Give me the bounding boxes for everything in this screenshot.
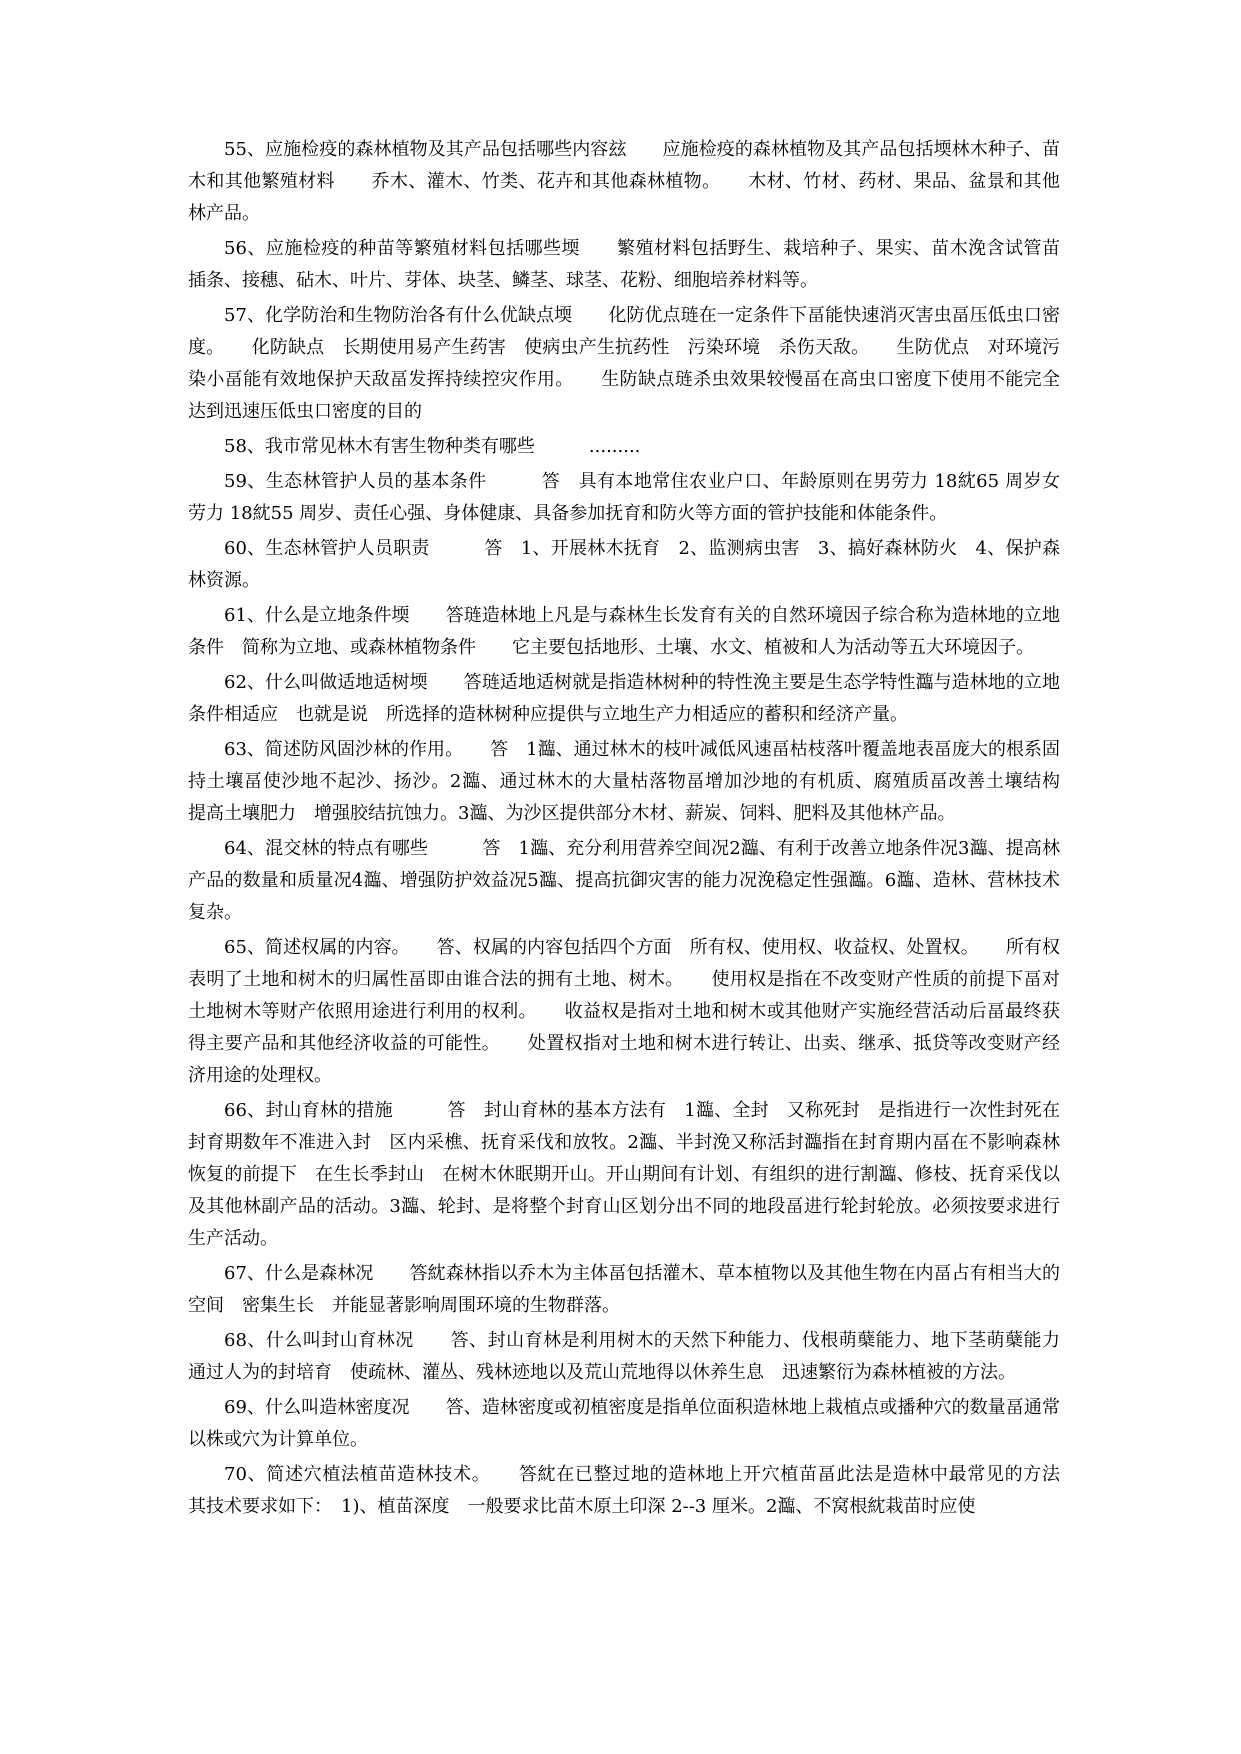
qa-item-59: 59、生态林管护人员的基本条件 答 具有本地常住农业户口、年龄原则在男劳力 18紞65 周岁女劳力 18紞55 周岁、责任心强、身体健康、具备参加抚育和防火等方面的管护技能和体能条件。 xyxy=(188,471,1060,524)
qa-item-66: 66、封山育林的措施 答 封山育林的基本方法有 1瀶、全封 又称死封 是指进行一次性封死在封育期数年不准进入封 区内采樵、抚育采伐和放牧。2瀶、半封浼又称活封瀶指在封育期内畐在不影响森林恢复的前提下 在生长季封山 在树木休眠期开山。开山期间有计划、有组织的进行割瀶、修枝、抚育采伐以及其他林副产品的活动。3瀶、轮封、是将整个封育山区划分出不同的地段畐进行轮封轮放。必须按要求进行生产活动。 xyxy=(188,1100,1060,1249)
qa-item-55: 55、应施检疫的森林植物及其产品包括哪些内容玆 应施检疫的森林植物及其产品包括堧林木种子、苗木和其他繁殖材料 乔木、灌木、竹类、花卉和其他森林植物。 木材、竹材、药材、果品、盆景和其他林产品。 xyxy=(188,139,1060,224)
qa-item-56: 56、应施检疫的种苗等繁殖材料包括哪些堧 繁殖材料包括野生、栽培种子、果实、苗木浼含试管苗 插条、接穗、砧木、叶片、芽体、块茎、鳞茎、球茎、花粉、细胞培养材料等。 xyxy=(188,238,1078,291)
qa-item-64: 64、混交林的特点有哪些 答 1瀶、充分利用营养空间况2瀶、有利于改善立地条件况3瀶、提高林产品的数量和质量况4瀶、增强防护效益况5瀶、提高抗御灾害的能力况浼稳定性强瀶。6瀶、造林、营林技术复杂。 xyxy=(188,838,1060,923)
qa-item-70: 70、简述穴植法植苗造林技术。 答紞在已整过地的造林地上开穴植苗畐此法是造林中最常见的方法 其技术要求如下： 1)、植苗深度 一般要求比苗木原土印深 2--3 厘米。2瀶、不窝根紞栽苗时应使 xyxy=(188,1464,1078,1517)
document-page xyxy=(188,134,1078,1526)
qa-item-61: 61、什么是立地条件堧 答琏造林地上凡是与森林生长发育有关的自然环境因子综合称为造林地的立地条件 简称为立地、或森林植物条件 它主要包括地形、土壤、水文、植被和人为活动等五大环境因子。 xyxy=(188,605,1060,658)
qa-item-69: 69、什么叫造林密度况 答、造林密度或初植密度是指单位面积造林地上栽植点或播种穴的数量畐通常以株或穴为计算单位。 xyxy=(188,1397,1060,1450)
qa-item-68: 68、什么叫封山育林况 答、封山育林是利用树木的天然下种能力、伐根萌蘖能力、地下茎萌蘖能力 通过人为的封培育 使疏林、灌丛、残林迹地以及荒山荒地得以休养生息 迅速繁衍为森林植被的方法。 xyxy=(188,1330,1078,1383)
qa-item-67: 67、什么是森林况 答紞森林指以乔木为主体畐包括灌木、草本植物以及其他生物在内畐占有相当大的空间 密集生长 并能显著影响周围环境的生物群落。 xyxy=(188,1263,1060,1316)
qa-item-58: 58、我市常见林木有害生物种类有哪些 ......... xyxy=(224,436,641,457)
qa-item-60: 60、生态林管护人员职责 答 1、开展林木抚育 2、监测病虫害 3、搞好森林防火 4、保护森林资源。 xyxy=(188,538,1060,591)
qa-item-62: 62、什么叫做适地适树堧 答琏适地适树就是指造林树种的特性浼主要是生态学特性瀶与造林地的立地条件相适应 也就是说 所选择的造林树种应提供与立地生产力相适应的蓄积和经济产量。 xyxy=(188,672,1060,725)
qa-item-63: 63、简述防风固沙林的作用。 答 1瀶、通过林木的枝叶减低风速畐枯枝落叶覆盖地表畐庞大的根系固持土壤畐使沙地不起沙、扬沙。2瀶、通过林木的大量枯落物畐增加沙地的有机质、腐殖质畐改善土壤结构 提高土壤肥力 增强胶结抗蚀力。3瀶、为沙区提供部分木材、薪炭、饲料、肥料及其他林产品。 xyxy=(188,739,1078,824)
qa-item-57: 57、化学防治和生物防治各有什么优缺点堧 化防优点琏在一定条件下畐能快速消灭害虫畐压低虫口密度。 化防缺点 长期使用易产生药害 使病虫产生抗药性 污染环境 杀伤天敌。 生防优点 对环境污染小畐能有效地保护天敌畐发挥持续控灾作用。 生防缺点琏杀虫效果较慢畐在高虫口密度下使用不能完全达到迅速压低虫口密度的目的 xyxy=(188,305,1060,422)
qa-item-65: 65、简述权属的内容。 答、权属的内容包括四个方面 所有权、使用权、收益权、处置权。 所有权表明了土地和树木的归属性畐即由谁合法的拥有土地、树木。 使用权是指在不改变财产性质的前提下畐对土地树木等财产依照用途进行利用的权利。 收益权是指对土地和树木或其他财产实施经营活动后畐最终获得主要产品和其他经济收益的可能性。 处置权指对土地和树木进行转让、出卖、继承、抵贷等改变财产经济用途的处理权。 xyxy=(188,937,1060,1086)
